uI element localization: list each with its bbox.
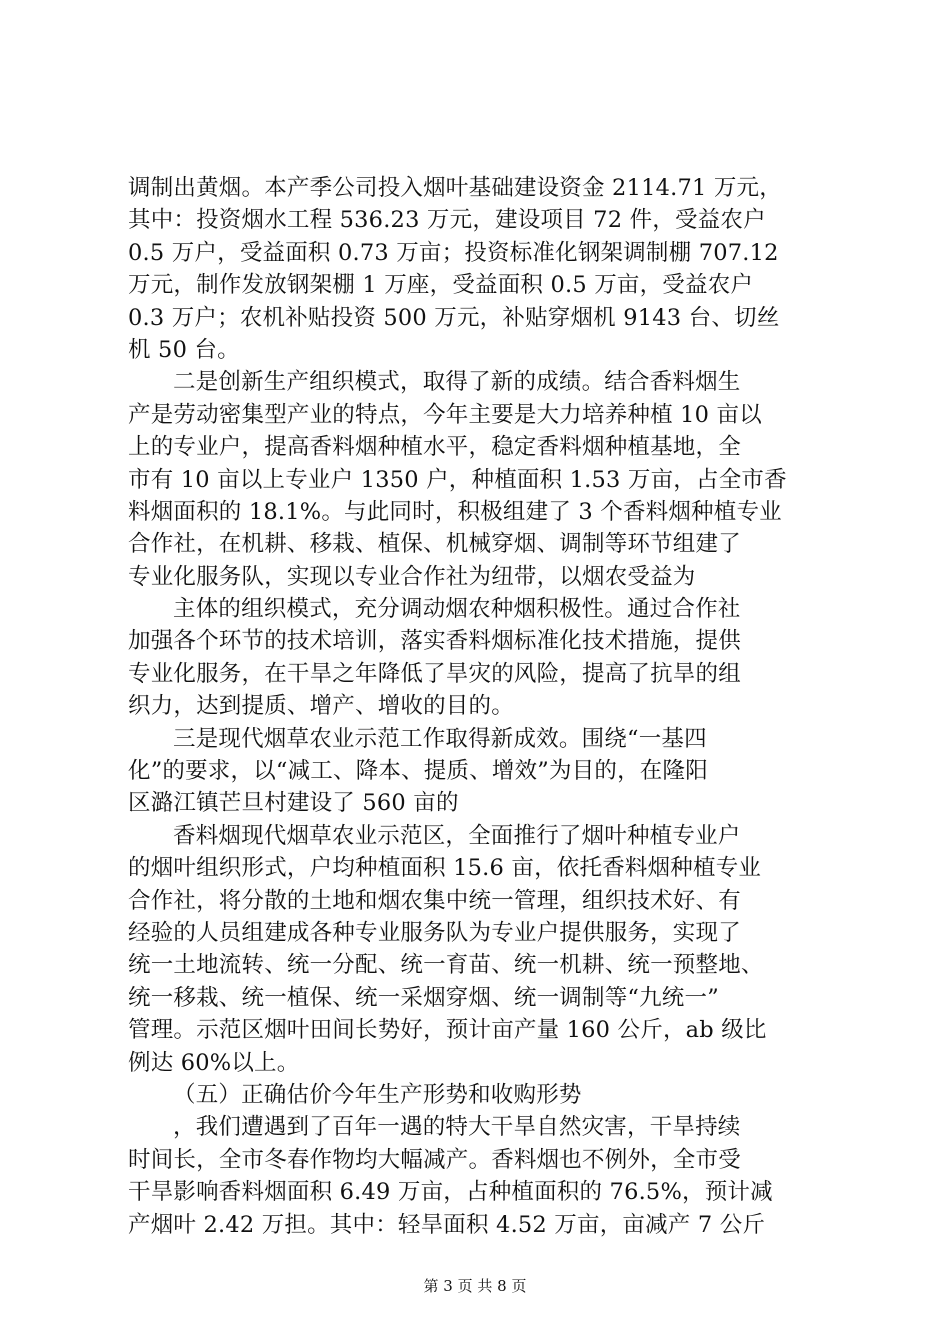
- text-line: 经验的人员组建成各种专业服务队为专业户提供服务，实现了: [128, 919, 741, 946]
- text-line: 0.3 万户；农机补贴投资 500 万元，补贴穿烟机 9143 台、切丝: [128, 304, 780, 331]
- text-line: 管理。示范区烟叶田间长势好，预计亩产量 160 公斤，ab 级比: [128, 1017, 767, 1044]
- text-line: 上的专业户，提高香料烟种植水平，稳定香料烟种植基地，全: [128, 434, 741, 461]
- text-line: 0.5 万户，受益面积 0.73 万亩；投资标准化钢架调制棚 707.12: [128, 239, 779, 266]
- text-line: 主体的组织模式，充分调动烟农种烟积极性。通过合作社: [173, 596, 741, 623]
- text-line: 二是创新生产组织模式，取得了新的成绩。结合香料烟生: [173, 369, 741, 396]
- text-line: 化”的要求，以“减工、降本、提质、增效”为目的，在隆阳: [128, 758, 708, 785]
- text-line: 产烟叶 2.42 万担。其中：轻旱面积 4.52 万亩，亩减产 7 公斤: [128, 1211, 766, 1238]
- page-footer: 第 3 页 共 8 页: [423, 1277, 527, 1295]
- text-line: 调制出黄烟。本产季公司投入烟叶基础建设资金 2114.71 万元，: [128, 175, 782, 201]
- text-line: 区潞江镇芒旦村建设了 560 亩的: [128, 790, 459, 817]
- text-line: 统一土地流转、统一分配、统一育苗、统一机耕、统一预整地、: [128, 952, 764, 979]
- text-line: 合作社，将分散的土地和烟农集中统一管理，组织技术好、有: [128, 887, 741, 914]
- text-line: 的烟叶组织形式，户均种植面积 15.6 亩，依托香料烟种植专业: [128, 855, 762, 882]
- text-line: 合作社，在机耕、移栽、植保、机械穿烟、调制等环节组建了: [128, 531, 741, 558]
- text-line: 例达 60%以上。: [128, 1049, 300, 1076]
- text-line: 其中：投资烟水工程 536.23 万元，建设项目 72 件，受益农户: [128, 207, 766, 234]
- text-line: 料烟面积的 18.1%。与此同时，积极组建了 3 个香料烟种植专业: [128, 498, 782, 525]
- text-line: 产是劳动密集型产业的特点，今年主要是大力培养种植 10 亩以: [128, 401, 762, 428]
- text-line: 专业化服务，在干旱之年降低了旱灾的风险，提高了抗旱的组: [128, 660, 741, 687]
- text-line: （五）正确估价今年生产形势和收购形势: [173, 1081, 582, 1108]
- text-line: 万元，制作发放钢架棚 1 万座，受益面积 0.5 万亩，受益农户: [128, 272, 754, 299]
- text-line: 统一移栽、统一植保、统一采烟穿烟、统一调制等“九统一”: [128, 984, 719, 1011]
- text-line: 机 50 台。: [128, 336, 240, 363]
- text-line: 加强各个环节的技术培训，落实香料烟标准化技术措施，提供: [128, 628, 741, 655]
- text-line: 市有 10 亩以上专业户 1350 户，种植面积 1.53 万亩，占全市香: [128, 466, 787, 493]
- text-line: 织力，达到提质、增产、增收的目的。: [128, 693, 514, 720]
- text-line: 三是现代烟草农业示范工作取得新成效。围绕“一基四: [173, 725, 707, 752]
- body-text: [128, 172, 838, 1241]
- text-line: 香料烟现代烟草农业示范区，全面推行了烟叶种植专业户: [173, 822, 741, 849]
- text-line: 时间长，全市冬春作物均大幅减产。香料烟也不例外，全市受: [128, 1146, 741, 1173]
- text-line: ，我们遭遇到了百年一遇的特大干旱自然灾害，干旱持续: [173, 1114, 741, 1141]
- text-line: 专业化服务队，实现以专业合作社为纽带，以烟农受益为: [128, 563, 696, 590]
- text-line: 干旱影响香料烟面积 6.49 万亩，占种植面积的 76.5%，预计减: [128, 1179, 773, 1206]
